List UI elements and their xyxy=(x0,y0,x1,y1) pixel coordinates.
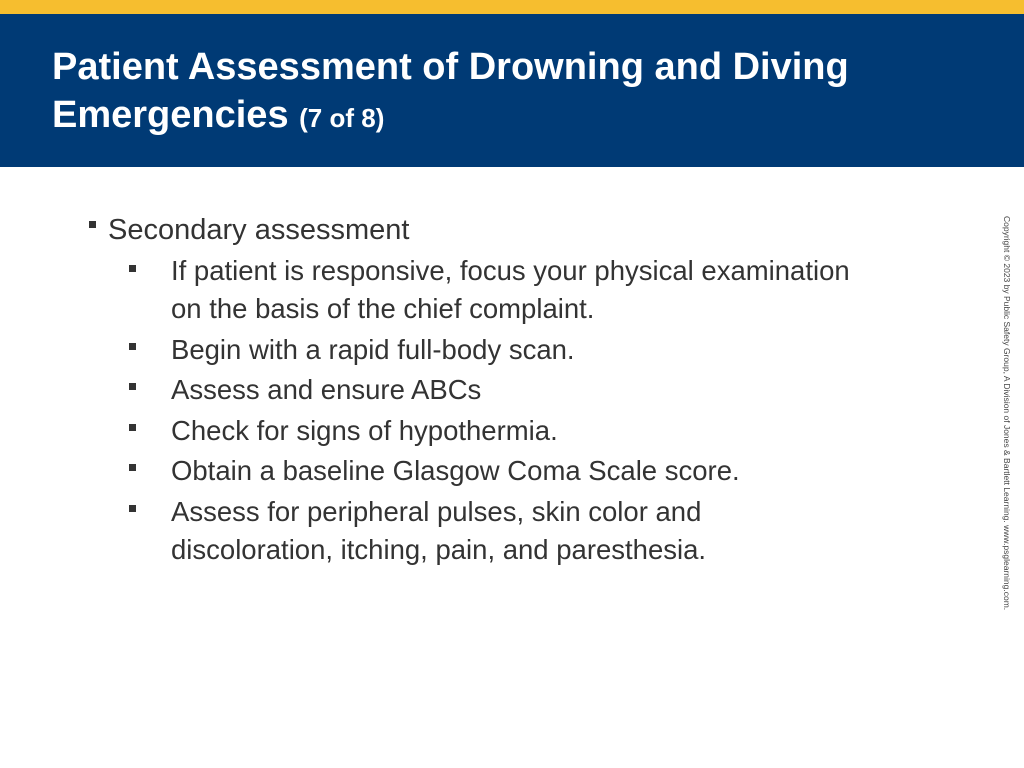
square-bullet-icon xyxy=(129,383,136,390)
list-item: Obtain a baseline Glasgow Coma Scale score. xyxy=(171,455,740,486)
square-bullet-icon xyxy=(129,424,136,431)
square-bullet-icon xyxy=(89,221,96,228)
list-item: Assess and ensure ABCs xyxy=(171,374,482,405)
slide-title-main: Patient Assessment of Drowning and Diving Emergencies xyxy=(52,46,849,136)
bullet-heading: Secondary assessment xyxy=(108,214,410,246)
list-item: Check for signs of hypothermia. xyxy=(171,415,558,446)
square-bullet-icon xyxy=(129,505,136,512)
square-bullet-icon xyxy=(129,343,136,350)
copyright-notice: Copyright © 2023 by Public Safety Group, A Division of Jones & Bartlett Learning. www.psglearning.com. xyxy=(1002,216,1012,611)
list-item: If patient is responsive, focus your physical examination on the basis of the chief complaint. xyxy=(171,255,850,324)
square-bullet-icon xyxy=(129,464,136,471)
slide-title xyxy=(52,43,992,142)
list-item: Assess for peripheral pulses, skin color and discoloration, itching, pain, and paresthesia. xyxy=(171,496,707,565)
square-bullet-icon xyxy=(129,265,136,272)
list-item: Begin with a rapid full-body scan. xyxy=(171,334,575,365)
slide-counter: (7 of 8) xyxy=(299,103,385,133)
accent-stripe xyxy=(0,0,1024,14)
